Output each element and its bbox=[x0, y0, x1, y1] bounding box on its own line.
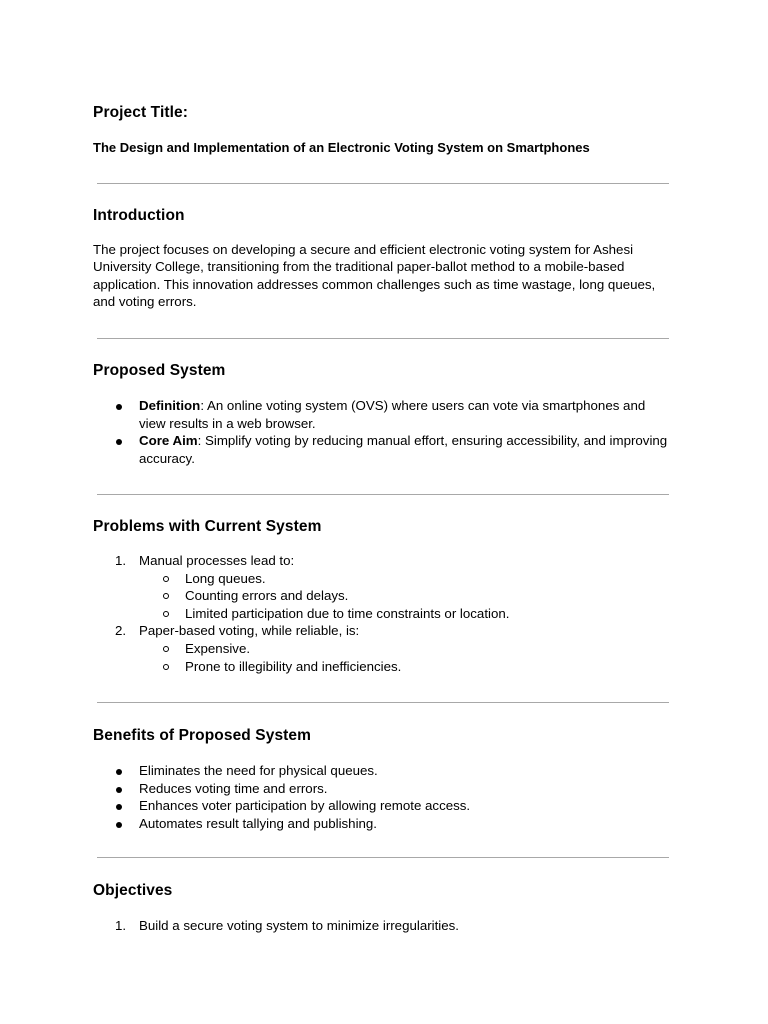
sub-list bbox=[139, 640, 673, 675]
sub-list-item bbox=[93, 640, 719, 658]
sub-list-item bbox=[93, 570, 719, 588]
introduction-text: The project focuses on developing a secure and efficient electronic voting system for Ashesi University College, transitioning from the traditional paper-ballot method to a mobile-based application. This innovation addresses common challenges such as time wastage, long queues, and voting errors. bbox=[93, 242, 656, 310]
sub-item-text: Expensive. bbox=[185, 640, 251, 656]
section-divider bbox=[97, 183, 669, 184]
introduction-heading: Introduction bbox=[93, 207, 185, 224]
item-term: Core Aim bbox=[139, 433, 198, 449]
item-text: : Simplify voting by reducing manual effort, ensuring accessibility, and improving accuracy. bbox=[139, 433, 668, 466]
sub-list bbox=[139, 570, 673, 623]
sub-item-text: Long queues. bbox=[185, 570, 266, 586]
circle-bullet-icon bbox=[163, 646, 169, 652]
proposed-system-heading: Proposed System bbox=[93, 362, 226, 379]
circle-bullet-icon bbox=[163, 611, 169, 617]
problems-list bbox=[93, 552, 673, 675]
item-text: Build a secure voting system to minimize irregularities. bbox=[139, 918, 459, 933]
list-item bbox=[93, 552, 673, 622]
list-item bbox=[93, 762, 673, 780]
proposed-system-list bbox=[93, 397, 673, 467]
item-text: Reduces voting time and errors. bbox=[139, 780, 328, 796]
section-divider bbox=[97, 857, 669, 858]
item-text: Eliminates the need for physical queues. bbox=[139, 763, 378, 778]
item-text: Paper-based voting, while reliable, is: bbox=[139, 623, 360, 639]
sub-item-text: Counting errors and delays. bbox=[185, 588, 349, 604]
section-divider bbox=[97, 702, 669, 703]
sub-item-text: Prone to illegibility and inefficiencies. bbox=[185, 658, 402, 674]
list-number: 1. bbox=[115, 918, 127, 933]
item-term: Definition bbox=[139, 398, 201, 413]
benefits-list bbox=[93, 762, 673, 832]
list-item bbox=[93, 917, 673, 935]
section-divider bbox=[97, 494, 669, 495]
list-item bbox=[93, 432, 673, 467]
sub-item-text: Limited participation due to time constraints or location. bbox=[185, 605, 510, 621]
circle-bullet-icon bbox=[163, 576, 169, 582]
objectives-list bbox=[93, 917, 673, 935]
project-title: The Design and Implementation of an Electronic Voting System on Smartphones bbox=[93, 140, 590, 155]
circle-bullet-icon bbox=[163, 593, 169, 599]
objectives-heading: Objectives bbox=[93, 882, 173, 899]
sub-list-item bbox=[93, 587, 719, 605]
bullet-icon bbox=[116, 822, 122, 828]
list-item bbox=[93, 622, 673, 675]
circle-bullet-icon bbox=[163, 664, 169, 670]
bullet-icon bbox=[116, 804, 122, 810]
section-divider bbox=[97, 338, 669, 339]
list-item bbox=[93, 780, 673, 798]
list-number: 2. bbox=[115, 623, 127, 639]
sub-list-item bbox=[93, 605, 719, 623]
item-text: Automates result tallying and publishing. bbox=[139, 815, 378, 831]
list-number: 1. bbox=[115, 553, 127, 568]
problems-heading: Problems with Current System bbox=[93, 518, 322, 535]
list-item bbox=[93, 815, 673, 833]
bullet-icon bbox=[116, 787, 122, 793]
item-text: Enhances voter participation by allowing remote access. bbox=[139, 798, 471, 814]
list-item bbox=[93, 397, 673, 432]
project-title-label: Project Title: bbox=[93, 104, 188, 121]
item-text: Manual processes lead to: bbox=[139, 553, 295, 568]
bullet-icon bbox=[116, 404, 122, 410]
bullet-icon bbox=[116, 769, 122, 775]
bullet-icon bbox=[116, 439, 122, 445]
sub-list-item bbox=[93, 658, 719, 676]
benefits-heading: Benefits of Proposed System bbox=[93, 727, 312, 744]
list-item bbox=[93, 797, 673, 815]
item-text: : An online voting system (OVS) where users can vote via smartphones and view results in a web browser. bbox=[139, 398, 646, 431]
